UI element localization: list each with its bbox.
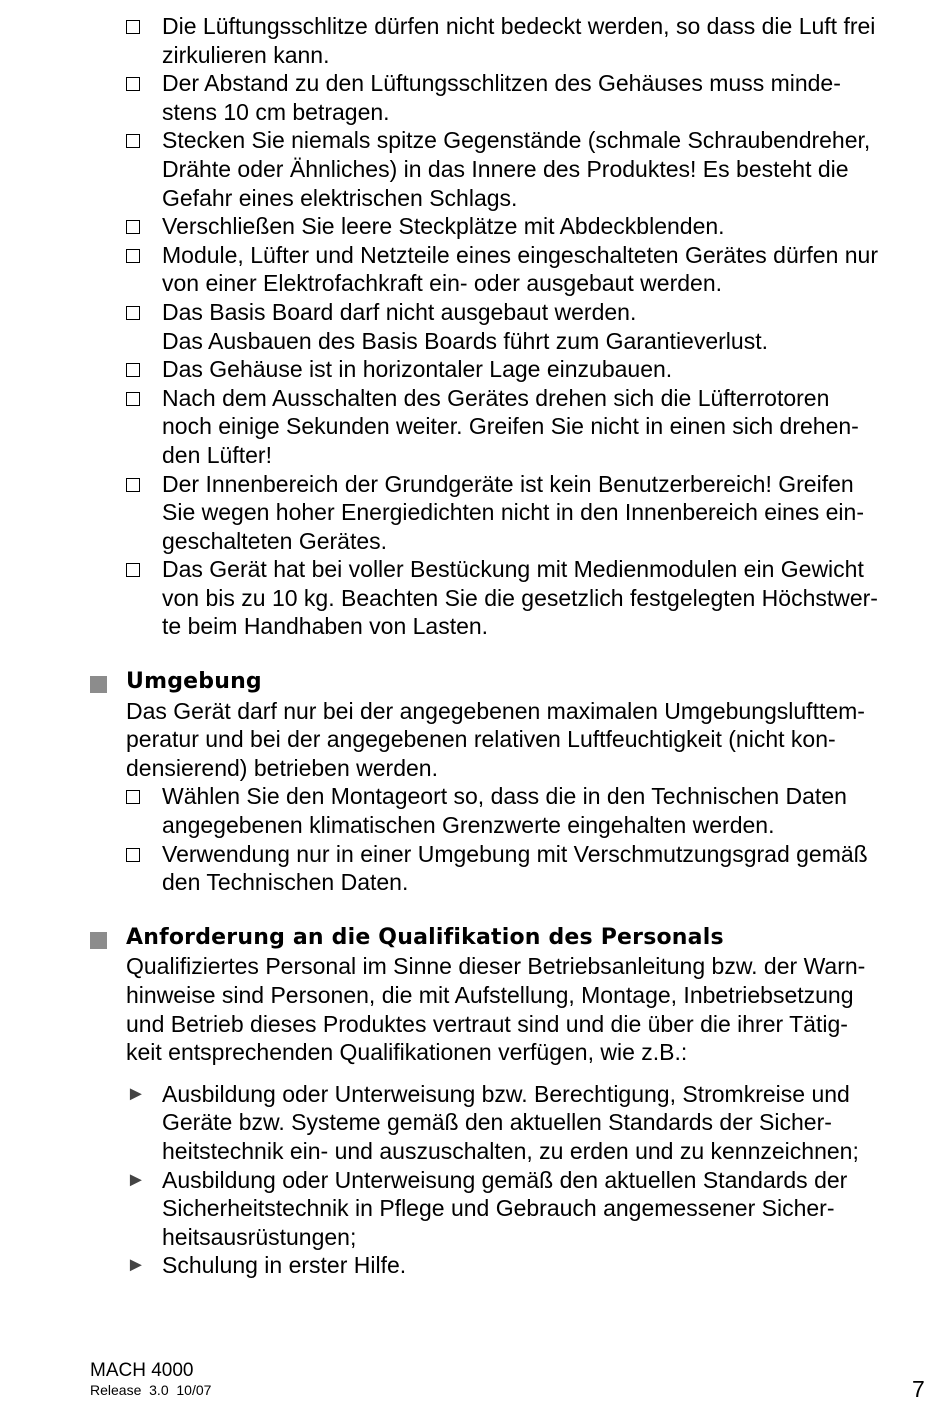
checklist-item: Stecken Sie niemals spitze Gegenstände (schmale Schraubendreher, Drähte oder Ähnliches) in das Innere des Produktes! Es besteht die Gefahr eines elektrischen Schlags. — [126, 126, 934, 212]
section-heading: Umgebung — [126, 669, 262, 695]
bullet-list — [126, 1080, 934, 1280]
section-square-icon — [90, 932, 107, 949]
checklist-item: Module, Lüfter und Netzteile eines eingeschalteten Gerätes dürfen nur von einer Elektrofachkraft ein- oder ausgebaut werden. — [126, 241, 934, 298]
checklist-item: Verwendung nur in einer Umgebung mit Verschmutzungsgrad gemäß den Technischen Daten. — [126, 840, 934, 897]
checkbox-icon — [126, 134, 140, 148]
checkbox-icon — [126, 392, 140, 406]
section-square-icon — [90, 676, 107, 693]
checklist-item: Verschließen Sie leere Steckplätze mit Abdeckblenden. — [126, 212, 934, 241]
triangle-bullet-icon: ► — [126, 1254, 146, 1277]
checklist-item: Wählen Sie den Montageort so, dass die in den Technischen Daten angegebenen klimatischen Grenzwerte eingehalten werden. — [126, 782, 934, 839]
environment-section — [126, 668, 934, 897]
checkbox-icon — [126, 77, 140, 91]
section-heading: Anforderung an die Qualifikation des Personals — [126, 924, 724, 950]
checkbox-icon — [126, 478, 140, 492]
list-item: ► Ausbildung oder Unterweisung gemäß den aktuellen Standards der Sicherheitstechnik in Pflege und Gebrauch angemessener Sicher- heitsausrüstungen; — [126, 1166, 848, 1250]
section-paragraph: Das Gerät darf nur bei der angegebenen maximalen Umgebungslufttem- peratur und bei der angegebenen relativen Luftfeuchtigkeit (nicht kon- densierend) betrieben werden. — [126, 697, 865, 781]
checkbox-icon — [126, 790, 140, 804]
checkbox-icon — [126, 249, 140, 263]
list-item: ► Schulung in erster Hilfe. — [126, 1252, 407, 1279]
checklist-item: Das Basis Board darf nicht ausgebaut werden. Das Ausbauen des Basis Boards führt zum Garantieverlust. — [126, 298, 934, 355]
checklist-item: Das Gehäuse ist in horizontaler Lage einzubauen. — [126, 355, 934, 384]
checklist-item: Das Gerät hat bei voller Bestückung mit Medienmodulen ein Gewicht von bis zu 10 kg. Beachten Sie die gesetzlich festgelegten Höchstwer- te beim Handhaben von Lasten. — [126, 555, 934, 641]
section-paragraph: Qualifiziertes Personal im Sinne dieser Betriebsanleitung bzw. der Warn- hinweise sind Personen, die mit Aufstellung, Montage, Inbetriebsetzung und Betrieb dieses Produktes vertraut sind und die über die ihrer Tätig- keit entsprechenden Qualifikationen verfügen, wie z.B.: — [126, 953, 866, 1066]
page-content — [126, 12, 934, 1280]
checkbox-icon — [126, 363, 140, 377]
checklist-item: Der Abstand zu den Lüftungsschlitzen des Gehäuses muss minde- stens 10 cm betragen. — [126, 69, 934, 126]
triangle-bullet-icon: ► — [126, 1168, 146, 1191]
checklist-item: Der Innenbereich der Grundgeräte ist kein Benutzerbereich! Greifen Sie wegen hoher Energiedichten nicht in den Innenbereich eines ein- geschalteten Gerätes. — [126, 470, 934, 556]
triangle-bullet-icon: ► — [126, 1082, 146, 1105]
safety-checklist — [126, 12, 934, 641]
checkbox-icon — [126, 563, 140, 577]
page-number: 7 — [912, 1376, 925, 1402]
checklist-item: Nach dem Ausschalten des Gerätes drehen sich die Lüfterrotoren noch einige Sekunden weiter. Greifen Sie nicht in einen sich drehen- den Lüfter! — [126, 384, 934, 470]
checklist-item: Die Lüftungsschlitze dürfen nicht bedeckt werden, so dass die Luft frei zirkulieren kann. — [126, 12, 934, 69]
qualification-section — [126, 924, 934, 1280]
checkbox-icon — [126, 20, 140, 34]
checkbox-icon — [126, 306, 140, 320]
list-item: ► Ausbildung oder Unterweisung bzw. Berechtigung, Stromkreise und Geräte bzw. Systeme gemäß den aktuellen Standards der Sicher- heitstechnik ein- und auszuschalten, zu erden und zu kennzeichnen; — [126, 1080, 859, 1164]
footer-product-name: MACH 4000 — [90, 1360, 194, 1381]
checkbox-icon — [126, 220, 140, 234]
checkbox-icon — [126, 848, 140, 862]
footer-release: Release 3.0 10/07 — [90, 1382, 212, 1398]
